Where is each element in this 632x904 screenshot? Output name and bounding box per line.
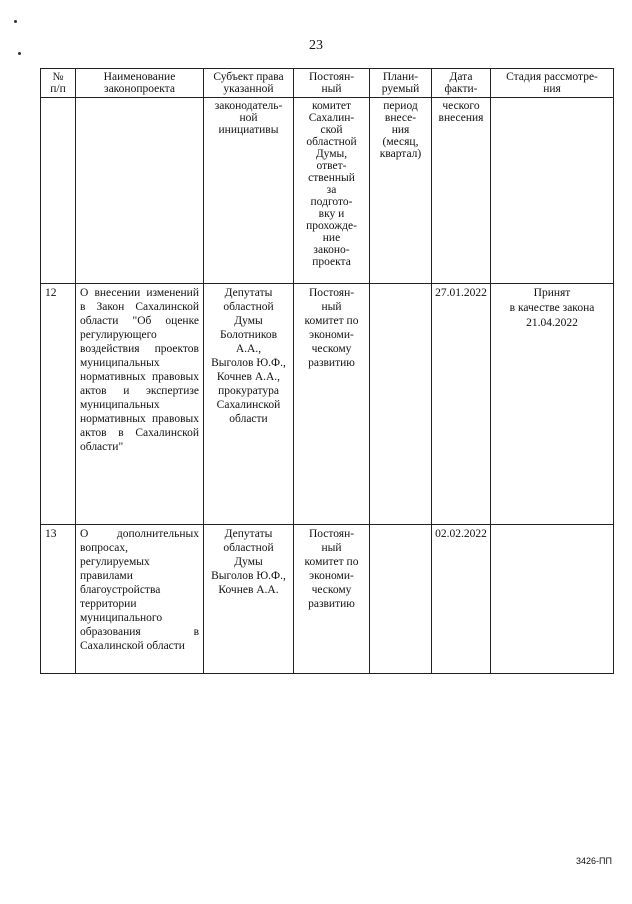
header-subject-bottom: указанной <box>223 83 274 95</box>
header-planned-bottom: руемый <box>381 83 420 95</box>
header-subject-cont: законодатель- ной инициативы <box>204 98 294 284</box>
bills-table <box>40 68 614 674</box>
header-planned <box>370 69 432 98</box>
header-stage-cont <box>491 98 614 284</box>
header-planned-top: Плани- <box>382 71 419 83</box>
header-name-top: Наименование <box>103 71 176 83</box>
row-actual-date: 02.02.2022 <box>432 525 491 674</box>
row-bill-name: О внесении изменений в Закон Сахалинской области "Об оценке регулирующего воздействия проектов муниципальных нормативных правовых актов и экспертизе муниципальных нормативных правовых актов в Сахалинской области" <box>76 284 204 525</box>
header-committee-top: Постоян- <box>308 71 355 83</box>
row-committee: Постоян- ный комитет по экономи- ческому развитию <box>294 284 370 525</box>
row-subject: Депутаты областной Думы Болотников А.А., Выголов Ю.Ф., Кочнев А.А., прокуратура Сахалинской области <box>204 284 294 525</box>
document-code: 3426-ПП <box>576 856 612 866</box>
header-actual-bottom: факти- <box>444 83 478 95</box>
row-committee: Постоян- ный комитет по экономи- ческому развитию <box>294 525 370 674</box>
scan-speck <box>18 52 21 55</box>
row-stage <box>491 525 614 674</box>
header-stage-top: Стадия рассмотре- <box>506 71 598 83</box>
header-num-bottom: п/п <box>50 83 66 95</box>
table-row <box>41 525 614 674</box>
row-num: 13 <box>41 525 76 674</box>
header-subject-top: Субъект права <box>213 71 284 83</box>
page-number: 23 <box>309 38 323 53</box>
row-bill-name: О дополнительных вопросах, регулируемых правилами благоустройства территории муниципального образования в Сахалинской области <box>76 525 204 674</box>
row-subject: Депутаты областной Думы Выголов Ю.Ф., Кочнев А.А. <box>204 525 294 674</box>
table-header-continuation-row <box>41 98 614 284</box>
scan-speck <box>14 20 17 23</box>
header-stage <box>491 69 614 98</box>
header-num-cont <box>41 98 76 284</box>
header-actual <box>432 69 491 98</box>
header-committee-bottom: ный <box>321 83 342 95</box>
row-stage: Принят в качестве закона 21.04.2022 <box>491 284 614 525</box>
header-name-cont <box>76 98 204 284</box>
header-committee <box>294 69 370 98</box>
header-name <box>76 69 204 98</box>
header-name-bottom: законопроекта <box>104 83 175 95</box>
header-subject <box>204 69 294 98</box>
row-planned-period <box>370 525 432 674</box>
row-planned-period <box>370 284 432 525</box>
header-num-top: № <box>52 71 64 83</box>
header-num <box>41 69 76 98</box>
header-actual-cont: ческого внесения <box>432 98 491 284</box>
table-header-row <box>41 69 614 98</box>
table-row <box>41 284 614 525</box>
row-num: 12 <box>41 284 76 525</box>
row-actual-date: 27.01.2022 <box>432 284 491 525</box>
header-actual-top: Дата <box>449 71 473 83</box>
header-stage-bottom: ния <box>543 83 561 95</box>
header-committee-cont: комитет Сахалин- ской областной Думы, ответ- ственный за подгото- вку и прохожде- ние законо- проекта <box>294 98 370 284</box>
header-planned-cont: период внесе- ния (месяц, квартал) <box>370 98 432 284</box>
